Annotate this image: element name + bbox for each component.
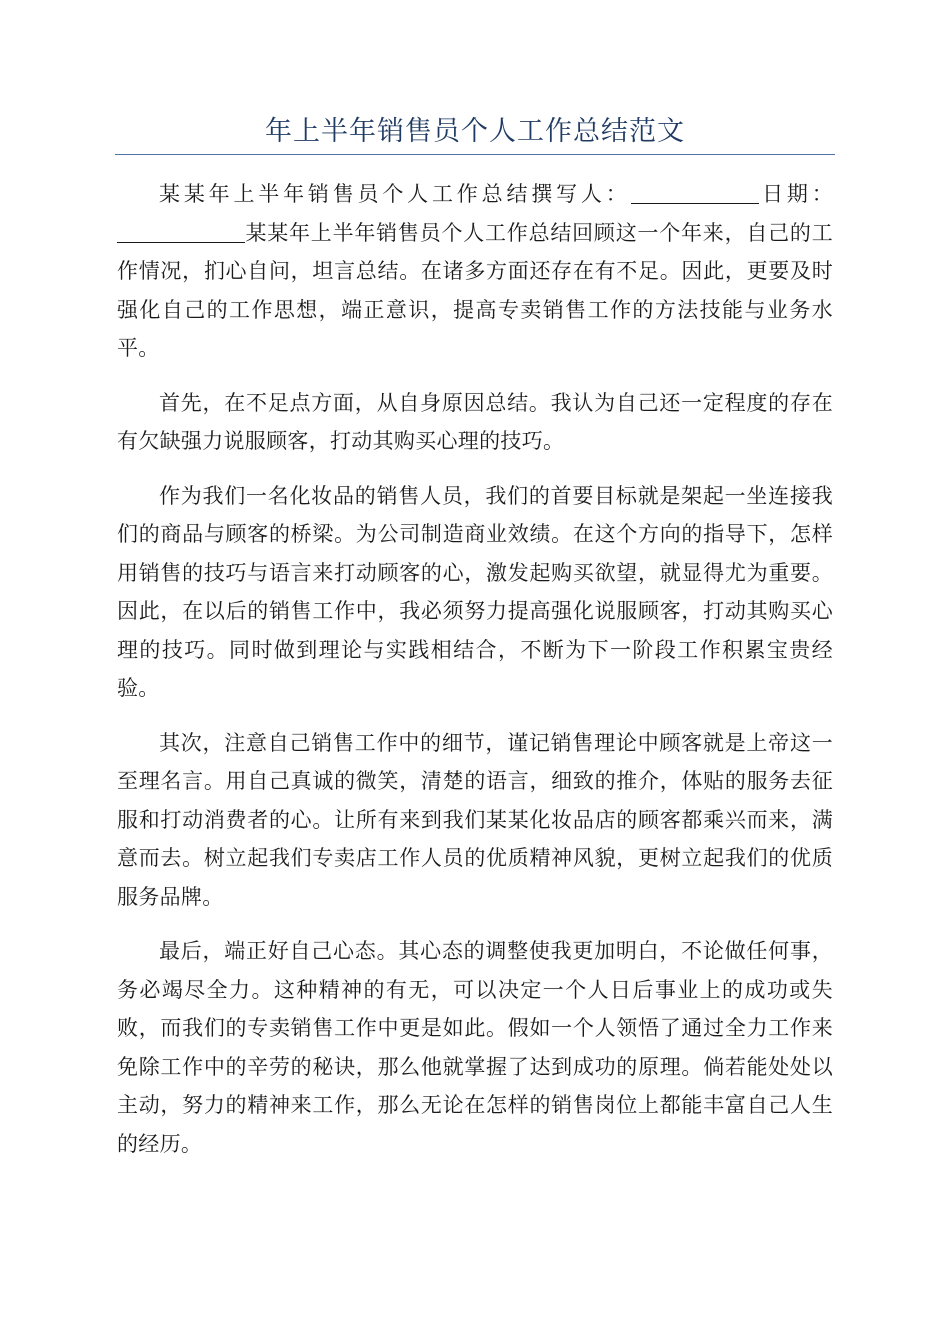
document-title: 年上半年销售员个人工作总结范文 bbox=[265, 116, 685, 147]
intro-paragraph bbox=[117, 175, 833, 368]
paragraph-2: 作为我们一名化妆品的销售人员，我们的首要目标就是架起一坐连接我们的商品与顾客的桥梁。为公司制造商业效绩。在这个方向的指导下，怎样用销售的技巧与语言来打动顾客的心，激发起购买欲望，就显得尤为重要。因此，在以后的销售工作中，我必须努力提高强化说服顾客，打动其购买心理的技巧。同时做到理论与实践相结合，不断为下一阶段工作积累宝贵经验。 bbox=[117, 483, 833, 700]
author-blank bbox=[631, 182, 759, 204]
intro-author-label: 某某年上半年销售员个人工作总结撰写人： bbox=[159, 182, 631, 206]
intro-text: 某某年上半年销售员个人工作总结回顾这一个年来，自己的工作情况，扪心自问，坦言总结。在诸多方面还存在有不足。因此，更要及时强化自己的工作思想，端正意识，提高专卖销售工作的方法技能与业务水平。 bbox=[117, 220, 833, 360]
title-underline bbox=[115, 154, 835, 155]
paragraph-3: 其次，注意自己销售工作中的细节，谨记销售理论中顾客就是上帝这一至理名言。用自己真诚的微笑，清楚的语言，细致的推介，体贴的服务去征服和打动消费者的心。让所有来到我们某某化妆品店的顾客都乘兴而来，满意而去。树立起我们专卖店工作人员的优质精神风貌，更树立起我们的优质服务品牌。 bbox=[117, 730, 833, 909]
date-blank bbox=[117, 221, 245, 243]
document-body bbox=[117, 175, 833, 1179]
intro-date-label: 日期： bbox=[758, 182, 834, 206]
paragraph-1: 首先，在不足点方面，从自身原因总结。我认为自己还一定程度的存在有欠缺强力说服顾客，打动其购买心理的技巧。 bbox=[117, 390, 833, 453]
paragraph-4: 最后，端正好自己心态。其心态的调整使我更加明白，不论做任何事，务必竭尽全力。这种精神的有无，可以决定一个人日后事业上的成功或失败，而我们的专卖销售工作中更是如此。假如一个人领悟了通过全力工作来免除工作中的辛劳的秘诀，那么他就掌握了达到成功的原理。倘若能处处以主动，努力的精神来工作，那么无论在怎样的销售岗位上都能丰富自己人生的经历。 bbox=[117, 939, 833, 1156]
